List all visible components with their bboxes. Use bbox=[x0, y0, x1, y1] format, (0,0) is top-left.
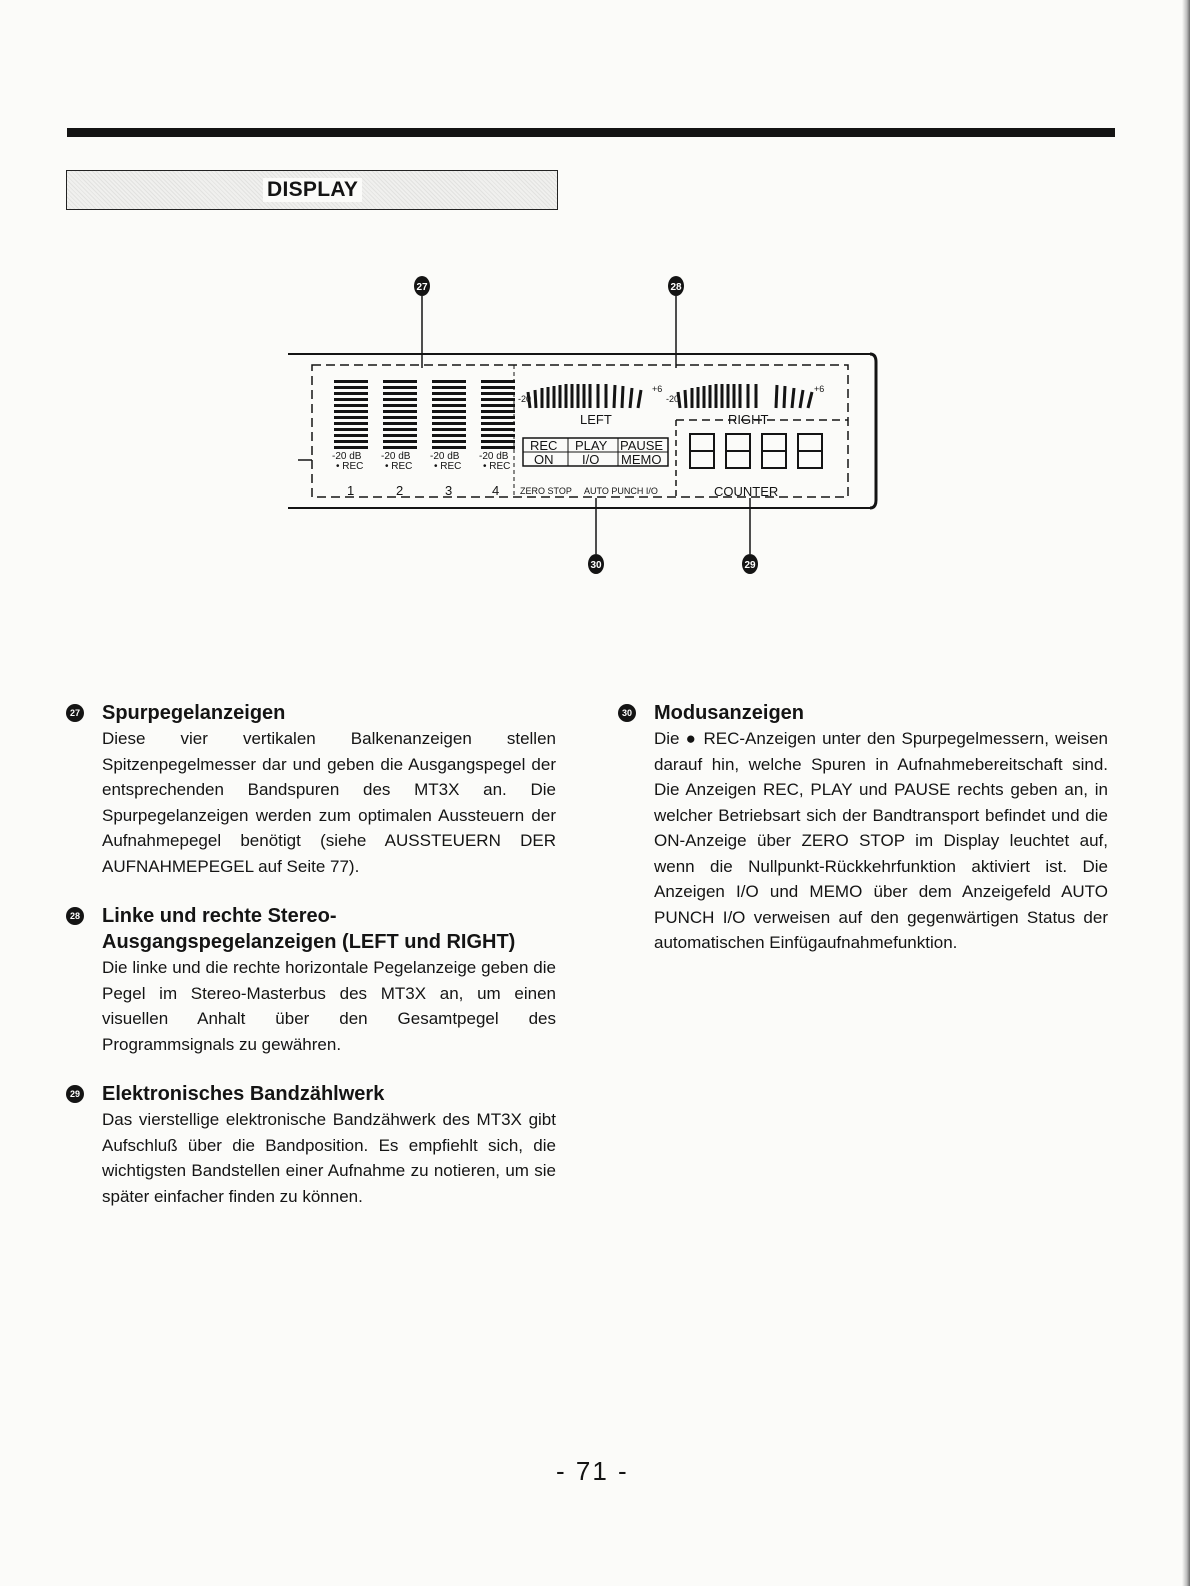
counter-label: COUNTER bbox=[714, 484, 779, 499]
item-track-level-meters bbox=[66, 700, 556, 879]
callout-28-label: 28 bbox=[670, 282, 682, 293]
auto-punch-label: AUTO PUNCH I/O bbox=[584, 486, 658, 496]
callout-27-label: 27 bbox=[416, 282, 428, 293]
callout-28 bbox=[668, 276, 684, 296]
item-body: Die ● REC-Anzeigen unter den Spurpegelmessern, weisen darauf hin, welche Spuren in Aufnahmebereitschaft sind. Die Anzeigen REC, PLAY und PAUSE rechts geben an, in welcher Betriebsart sich der Bandtransport befindet und die ON-Anzeige über ZERO STOP im Display leuchtet auf, wenn die Nullpunkt-Rückkehrfunktion aktiviert ist. Die Anzeigen I/O und MEMO über dem Anzeigefeld AUTO PUNCH I/O verweisen auf den gegenwärtigen Status der automatischen Einfügaufnahmefunktion. bbox=[654, 729, 1108, 952]
page-number: - 71 - bbox=[556, 1456, 629, 1486]
mode-io: I/O bbox=[582, 452, 600, 467]
track-meter bbox=[481, 380, 515, 449]
track-number-2: 2 bbox=[396, 483, 404, 498]
track-number-1: 1 bbox=[347, 483, 355, 498]
item-mode-indicators bbox=[618, 700, 1108, 956]
item-heading bbox=[66, 903, 556, 955]
item-heading bbox=[618, 700, 1108, 726]
rec-indicator-3: • REC bbox=[434, 461, 462, 472]
page-edge bbox=[1182, 0, 1190, 1586]
mode-memo: MEMO bbox=[621, 452, 662, 467]
right-meter-bars bbox=[678, 384, 812, 408]
top-rule bbox=[67, 128, 1115, 137]
track-meter bbox=[432, 380, 466, 449]
rec-indicator-2: • REC bbox=[385, 461, 413, 472]
callout-30-label: 30 bbox=[590, 560, 602, 571]
db-label-2: -20 dB bbox=[381, 451, 411, 462]
item-stereo-meters bbox=[66, 903, 556, 1057]
item-number: 29 bbox=[66, 1085, 84, 1103]
mode-pause: PAUSE bbox=[620, 438, 664, 453]
left-meter-label: LEFT bbox=[580, 412, 612, 427]
item-heading bbox=[66, 700, 556, 726]
item-title: Modusanzeigen bbox=[654, 702, 805, 724]
db-label-4: -20 dB bbox=[479, 451, 509, 462]
item-heading bbox=[66, 1081, 556, 1107]
mode-rec: REC bbox=[530, 438, 558, 453]
track-meters bbox=[334, 380, 515, 449]
db-label-1: -20 dB bbox=[332, 451, 362, 462]
mode-play: PLAY bbox=[575, 438, 608, 453]
right-scale-low: -20 bbox=[666, 394, 680, 404]
track-number-3: 3 bbox=[445, 483, 453, 498]
left-column bbox=[66, 700, 556, 1233]
left-meter-bars bbox=[528, 384, 641, 408]
item-body: Das vierstellige elektronische Bandzähwerk des MT3X gibt Aufschluß über die Bandposition. Es empfiehlt sich, die wichtigsten Bandstellen einer Aufnahme zu notieren, um sie später einfacher finden zu können. bbox=[102, 1110, 556, 1206]
track-meter bbox=[383, 380, 417, 449]
callout-29 bbox=[742, 554, 758, 574]
counter-digits bbox=[690, 434, 822, 468]
item-title: Elektronisches Bandzählwerk bbox=[102, 1083, 385, 1105]
section-header bbox=[66, 170, 558, 210]
callout-30 bbox=[588, 554, 604, 574]
item-title: Spurpegelanzeigen bbox=[102, 702, 286, 724]
item-number: 27 bbox=[66, 704, 84, 722]
right-scale-high: +6 bbox=[814, 384, 825, 394]
item-title: Linke und rechte Stereo-Ausgangspegelanzeigen (LEFT und RIGHT) bbox=[102, 905, 516, 953]
display-diagram bbox=[280, 268, 900, 598]
right-meter-label: RIGHT bbox=[728, 412, 769, 427]
item-tape-counter bbox=[66, 1081, 556, 1209]
mode-on: ON bbox=[534, 452, 554, 467]
item-number: 28 bbox=[66, 907, 84, 925]
rec-indicator-4: • REC bbox=[483, 461, 511, 472]
right-column bbox=[618, 700, 1108, 980]
item-body: Diese vier vertikalen Balkenanzeigen stellen Spitzenpegelmesser dar und geben die Ausgangspegel der entsprechenden Bandspuren des MT3X an. Die Spurpegelanzeigen werden zum optimalen Aussteuern der Aufnahmepegel benötigt (siehe AUSSTEUERN DER AUFNAHMEPEGEL auf Seite 77). bbox=[102, 729, 556, 876]
zero-stop-label: ZERO STOP bbox=[520, 486, 572, 496]
section-title: DISPLAY bbox=[263, 178, 362, 202]
left-scale-high: +6 bbox=[652, 384, 663, 394]
item-body: Die linke und die rechte horizontale Pegelanzeige geben die Pegel im Stereo-Masterbus des MT3X an, um einen visuellen Anhalt über den Gesamtpegel des Programmsignals zu gewähren. bbox=[102, 958, 556, 1054]
track-meter bbox=[334, 380, 368, 449]
left-scale-low: -20 bbox=[518, 394, 532, 404]
db-label-3: -20 dB bbox=[430, 451, 460, 462]
callout-29-label: 29 bbox=[744, 560, 756, 571]
track-number-4: 4 bbox=[492, 483, 500, 498]
item-number: 30 bbox=[618, 704, 636, 722]
rec-indicator-1: • REC bbox=[336, 461, 364, 472]
callout-27 bbox=[414, 276, 430, 296]
